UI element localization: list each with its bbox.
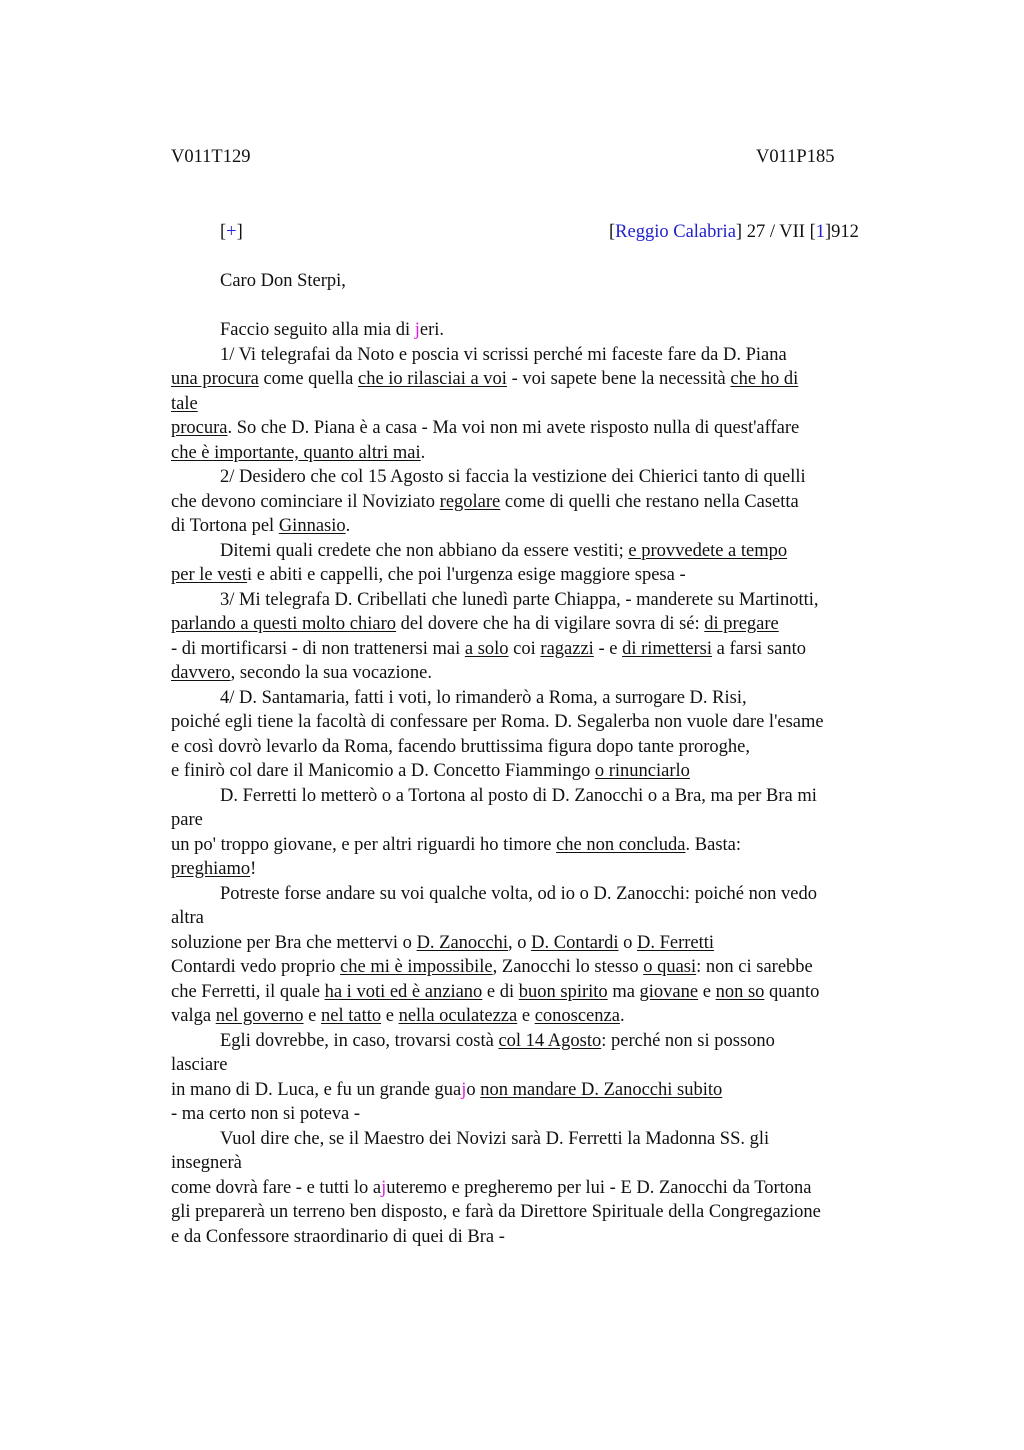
line-text: : non ci sarebbe: [696, 957, 813, 977]
letter-line: [171, 735, 750, 759]
letter-line: [171, 416, 799, 440]
line-text: e di: [482, 981, 519, 1002]
line-text: gli preparerà un terreno ben disposto, e farà da Direttore Spirituale della Congregazione: [171, 1202, 821, 1222]
letter-line: [171, 931, 714, 955]
letter-line: [171, 857, 256, 881]
underlined-text: procura: [171, 418, 228, 438]
line-text: e da Confessore straordinario di quei di Bra -: [171, 1226, 505, 1247]
underlined-text: che non concluda: [556, 834, 686, 855]
line-text: o: [618, 932, 637, 953]
line-text: 3/ Mi telegrafa D. Cribellati che lunedì parte Chiappa, - manderete su Martinotti,: [220, 589, 819, 610]
line-text: Contardi vedo proprio: [171, 957, 341, 977]
letter-line: [220, 539, 787, 563]
editorial-letter: j: [414, 320, 420, 340]
line-text: come quella: [258, 369, 358, 389]
line-text: soluzione per Bra che mettervi o: [171, 932, 417, 953]
line-text: .: [619, 1006, 625, 1026]
letter-line: [171, 759, 690, 783]
underlined-text: D. Zanocchi: [416, 932, 508, 953]
letter-line: [171, 661, 432, 685]
underlined-text: tale: [171, 393, 198, 414]
letter-line: [220, 686, 747, 710]
letter-line: [220, 882, 817, 906]
letter-line: [171, 441, 425, 465]
volume-text-id: V011T129: [171, 147, 251, 167]
letter-line: [171, 808, 203, 832]
letter-line: [171, 637, 806, 661]
underlined-text: per le vest: [171, 565, 248, 585]
line-text: Potreste forse andare su voi qualche volta, od io o D. Zanocchi: poiché non vedo: [220, 883, 817, 904]
letter-line: [171, 1200, 821, 1224]
letter-line: [171, 612, 779, 636]
underlined-text: davvero: [171, 663, 231, 683]
letter-line: [171, 1053, 228, 1077]
line-text: uteremo e pregheremo per lui - E D. Zanocchi da Tortona: [386, 1177, 812, 1198]
year-prefix-link[interactable]: 1: [815, 222, 825, 242]
line-text: che Ferretti, il quale: [171, 981, 325, 1002]
underlined-text: D. Ferretti: [636, 932, 715, 953]
letter-line: [171, 906, 204, 930]
line-text: altra: [171, 908, 204, 928]
line-text: - e: [593, 638, 623, 659]
line-text: .: [345, 516, 351, 536]
line-text: che devono cominciare il Noviziato: [171, 491, 440, 512]
line-text: , Zanocchi lo stesso: [492, 957, 644, 977]
underlined-text: buon spirito: [518, 981, 608, 1002]
line-text: di Tortona pel: [171, 516, 279, 536]
date-text: 27 / VII: [746, 222, 810, 242]
line-text: . Basta:: [685, 834, 742, 855]
underlined-text: parlando a questi molto chiaro: [171, 614, 397, 634]
letter-line: [171, 1102, 360, 1126]
line-text: come di quelli che restano nella Casetta: [500, 491, 799, 512]
letter-line: [171, 490, 799, 514]
underlined-text: nel governo: [215, 1006, 304, 1026]
letter-line: [171, 1078, 722, 1102]
line-text: 1/ Vi telegrafai da Noto e poscia vi scrissi perché mi faceste fare da D. Piana: [220, 344, 787, 365]
underlined-text: una procura: [171, 369, 259, 389]
line-text: come dovrà fare - e tutti lo a: [171, 1177, 382, 1198]
line-text: - voi sapete bene la necessità: [506, 369, 731, 389]
letter-line: [171, 1004, 625, 1028]
line-text: ma: [607, 981, 640, 1002]
underlined-text: di rimettersi: [622, 638, 712, 659]
letter-line: [171, 1176, 811, 1200]
underlined-text: conoscenza: [534, 1006, 620, 1026]
line-text: insegnerà: [171, 1153, 242, 1173]
line-text: i e abiti e cappelli, che poi l'urgenza esige maggiore spesa -: [247, 565, 686, 585]
letter-line: [171, 955, 813, 979]
line-text: lasciare: [171, 1055, 228, 1075]
underlined-text: D. Contardi: [531, 932, 619, 953]
place-link[interactable]: Reggio Calabria: [615, 222, 736, 242]
line-text: 2/ Desidero che col 15 Agosto si faccia la vestizione dei Chierici tanto di quelli: [220, 467, 806, 487]
letter-line: [171, 1225, 505, 1249]
line-text: - di mortificarsi - di non trattenersi mai: [171, 638, 465, 659]
line-text: , o: [508, 932, 532, 953]
line-text: Vuol dire che, se il Maestro dei Novizi sarà D. Ferretti la Madonna SS. gli: [220, 1128, 770, 1149]
line-text: . So che D. Piana è a casa - Ma voi non mi avete risposto nulla di quest'affare: [227, 418, 800, 438]
line-text: e finirò col dare il Manicomio a D. Concetto Fiammingo: [171, 761, 595, 781]
editorial-letter: j: [461, 1079, 467, 1100]
underlined-text: nella oculatezza: [398, 1006, 518, 1026]
underlined-text: a solo: [464, 638, 509, 659]
letter-line: [220, 1029, 775, 1053]
line-text: valga: [171, 1006, 216, 1026]
line-text: D. Ferretti lo metterò o a Tortona al posto di D. Zanocchi o a Bra, ma per Bra mi: [220, 785, 817, 806]
line-text: coi: [508, 638, 541, 659]
underlined-text: che io rilasciai a voi: [357, 369, 507, 389]
line-text: : perché non si possono: [601, 1030, 775, 1051]
line-text: pare: [171, 810, 203, 830]
line-text: !: [250, 859, 257, 879]
underlined-text: ha i voti ed è anziano: [324, 981, 483, 1002]
letter-line: [220, 784, 817, 808]
letter-line: [171, 1151, 242, 1175]
line-text: Egli dovrebbe, in caso, trovarsi costà: [220, 1030, 499, 1051]
underlined-text: o rinunciarlo: [594, 761, 690, 781]
line-text: .: [420, 442, 426, 463]
underlined-text: non mandare D. Zanocchi subito: [480, 1079, 723, 1100]
letter-line: [220, 343, 787, 367]
line-text: o: [466, 1079, 481, 1100]
letter-line: [171, 980, 819, 1004]
letter-line: [220, 465, 806, 489]
line-text: quanto: [764, 981, 820, 1002]
letter-line: [171, 710, 824, 734]
year-rest: 912: [831, 222, 859, 242]
underlined-text: preghiamo: [171, 859, 251, 879]
underlined-text: col 14 Agosto: [498, 1030, 602, 1051]
line-text: e: [303, 1006, 322, 1026]
underlined-text: che è importante, quanto altri mai: [171, 442, 421, 463]
line-text: e: [698, 981, 716, 1002]
line-text: e: [381, 1006, 399, 1026]
line-text: un po' troppo giovane, e per altri riguardi ho timore: [171, 834, 557, 855]
line-text: - ma certo non si poteva -: [171, 1104, 361, 1124]
line-text: 4/ D. Santamaria, fatti i voti, lo rimanderò a Roma, a surrogare D. Risi,: [220, 687, 747, 708]
underlined-text: giovane: [639, 981, 699, 1002]
line-text: in mano di D. Luca, e fu un grande gua: [171, 1079, 462, 1100]
letter-line: [171, 367, 798, 391]
line-text: Faccio seguito alla mia di: [220, 320, 415, 340]
underlined-text: non so: [715, 981, 765, 1002]
underlined-text: di pregare: [704, 614, 779, 634]
cross-mark: [+]: [220, 222, 243, 242]
line-text: e così dovrò levarlo da Roma, facendo bruttissima figura dopo tante proroghe,: [171, 736, 750, 757]
letter-line: [171, 514, 350, 538]
line-text: Ditemi quali credete che non abbiano da essere vestiti;: [220, 540, 629, 561]
letter-line: [171, 392, 198, 416]
underlined-text: che mi è impossibile: [340, 957, 493, 977]
underlined-text: o quasi: [643, 957, 697, 977]
letter-line: [220, 1127, 769, 1151]
underlined-text: regolare: [439, 491, 501, 512]
underlined-text: Ginnasio: [278, 516, 346, 536]
letter-line: [220, 588, 819, 612]
letter-line: [171, 563, 686, 587]
salutation: Caro Don Sterpi,: [220, 271, 346, 291]
line-text: eri.: [419, 320, 444, 340]
line-text: a farsi santo: [711, 638, 806, 659]
place-date: [Reggio Calabria] 27 / VII [1]912: [609, 222, 859, 242]
underlined-text: nel tatto: [321, 1006, 382, 1026]
letter-line: [220, 318, 444, 342]
letter-line: [171, 833, 741, 857]
line-text: del dovere che ha di vigilare sovra di sé:: [396, 614, 705, 634]
line-text: e: [517, 1006, 535, 1026]
underlined-text: ragazzi: [540, 638, 594, 659]
line-text: poiché egli tiene la facoltà di confessare per Roma. D. Segalerba non vuole dare l'esame: [171, 712, 824, 732]
volume-page-id: V011P185: [756, 147, 835, 167]
underlined-text: e provvedete a tempo: [628, 540, 788, 561]
cross-link[interactable]: +: [226, 222, 237, 242]
line-text: , secondo la sua vocazione.: [230, 663, 432, 683]
underlined-text: che ho di: [730, 369, 799, 389]
editorial-letter: j: [381, 1177, 387, 1198]
